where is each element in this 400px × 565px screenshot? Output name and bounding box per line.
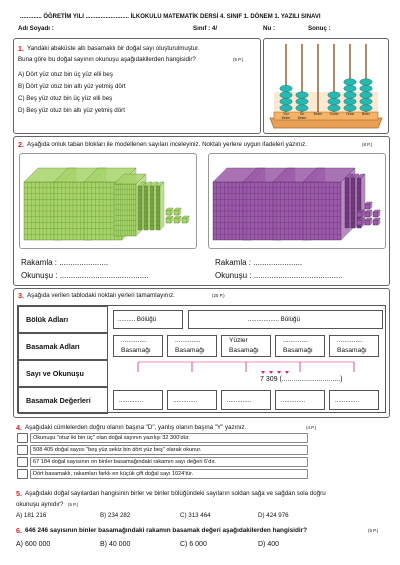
abacus-label: Binler bbox=[281, 116, 291, 120]
q5-text-1: Aşağıdaki doğal sayılardan hangisinin birler ve binler bölüğündeki sayıların soldan sağa ve sağdan sola doğru bbox=[25, 490, 326, 497]
base-ten-block bbox=[365, 210, 372, 217]
abacus-label: Birler bbox=[362, 112, 370, 116]
q4-answer-box-4[interactable] bbox=[17, 469, 28, 479]
result-label: Sonuç : bbox=[308, 25, 331, 32]
q6-option-a[interactable]: A) 600 000 bbox=[16, 541, 51, 548]
q2-right-rakamla[interactable]: Rakamla : ...................... bbox=[215, 258, 303, 267]
q4-statement-3: 67 184 doğal sayısının on binler basamağındaki rakamın sayı değeri 6'dır. bbox=[33, 458, 216, 465]
abacus-illustration bbox=[266, 40, 386, 132]
place-value-table bbox=[17, 305, 386, 413]
abacus-bead bbox=[280, 105, 292, 111]
deger-cell-5-text: .............. bbox=[335, 397, 360, 404]
q2-text: Aşağıda onluk taban blokları ile modellenen sayıları inceleyiniz. Noktalı yerlere uygun ifadeleri yazınız. bbox=[27, 141, 307, 148]
basamak-cell-2-top: .............. bbox=[175, 337, 201, 344]
purple-base-ten-blocks bbox=[209, 154, 385, 248]
abacus-bead bbox=[280, 98, 292, 104]
q6-text: 646 246 sayısının binler basamağındaki rakamın basamak değeri aşağıdakilerden hangisidir? bbox=[25, 527, 308, 534]
q4-number: 4. bbox=[16, 423, 22, 432]
deger-cell-2-text: .............. bbox=[173, 397, 198, 404]
q1-text-1: Yandaki abaküste altı basamaklı bir doğal sayı oluşturulmuştur. bbox=[27, 45, 200, 52]
q4-answer-box-2[interactable] bbox=[17, 445, 28, 455]
basamak-cell-1-bottom: Basamağı bbox=[121, 347, 151, 354]
base-ten-block bbox=[373, 210, 380, 217]
q4-answer-box-3[interactable] bbox=[17, 457, 28, 467]
q4-answer-box-1[interactable] bbox=[17, 433, 28, 443]
q3-text: Aşağıda verilen tablodaki noktalı yerleri tamamlayınız. bbox=[27, 292, 175, 299]
deger-cell-3-text: .............. bbox=[227, 397, 252, 404]
row-label-deger: Basamak Değerleri bbox=[26, 396, 91, 405]
abacus-bead bbox=[360, 92, 372, 98]
arrow-head bbox=[285, 371, 289, 374]
base-ten-block bbox=[373, 218, 380, 225]
q1-option-a[interactable]: A) Dört yüz otuz bin üç yüz elli beş bbox=[18, 71, 113, 78]
basamak-cell-3-top: Yüzler bbox=[229, 337, 248, 344]
q1-number: 1. bbox=[18, 44, 24, 53]
q2-right-okunusu[interactable]: Okunuşu : ........................................ bbox=[215, 271, 343, 280]
base-ten-block bbox=[365, 202, 372, 209]
abacus-bead bbox=[344, 79, 356, 85]
abacus-label: Binler bbox=[313, 112, 323, 116]
abacus-bead bbox=[360, 79, 372, 85]
base-ten-block bbox=[174, 216, 181, 223]
base-ten-block bbox=[365, 218, 372, 225]
q3-points: (20 P.) bbox=[212, 293, 225, 298]
q2-left-okunusu[interactable]: Okunuşu : ........................................ bbox=[21, 271, 149, 280]
basamak-cell-1-top: .............. bbox=[121, 337, 147, 344]
q4-statement-4: Dört basamaklı, rakamları farklı en küçük çift doğal sayı 1024'tür. bbox=[33, 470, 194, 477]
class-label: Sınıf : 4/ bbox=[193, 25, 218, 32]
q5-option-a[interactable]: A) 181 216 bbox=[16, 512, 47, 519]
q4-statement-1: Okunuşu "otuz iki bin üç" olan doğal sayının yazılışı 32 300'dür. bbox=[33, 434, 190, 441]
abacus-bead bbox=[344, 85, 356, 91]
base-ten-block bbox=[182, 216, 189, 223]
basamak-cell-3-bottom: Basamağı bbox=[229, 347, 259, 354]
abacus-label: Yüz bbox=[283, 112, 289, 116]
name-label: Adı Soyadı : bbox=[18, 25, 54, 32]
q2-points: (8 P.) bbox=[362, 142, 373, 147]
q1-option-d[interactable]: D) Beş yüz otuz bin altı yüz yetmiş dört bbox=[18, 107, 125, 114]
abacus-bead bbox=[360, 98, 372, 104]
base-ten-block bbox=[156, 182, 164, 230]
base-ten-block bbox=[166, 208, 173, 215]
base-ten-block bbox=[357, 218, 364, 225]
q4-points: (4 P.) bbox=[306, 425, 317, 430]
abacus-bead bbox=[360, 85, 372, 91]
q1-option-b[interactable]: B) Dört yüz otuz bin altı yüz yetmiş dört bbox=[18, 83, 126, 90]
sayi-okunusu[interactable]: 7 309 (..............................) bbox=[260, 376, 343, 383]
row-label-boluk: Bölük Adları bbox=[26, 315, 69, 324]
q6-option-c[interactable]: C) 6 000 bbox=[180, 541, 207, 548]
abacus-bead bbox=[296, 105, 308, 111]
arrow-head bbox=[261, 371, 265, 374]
abacus-bead bbox=[344, 92, 356, 98]
abacus-bead bbox=[296, 98, 308, 104]
q5-option-d[interactable]: D) 424 976 bbox=[258, 512, 289, 519]
abacus-bead bbox=[328, 92, 340, 98]
base-ten-block bbox=[174, 208, 181, 215]
q6-option-d[interactable]: D) 400 bbox=[258, 541, 280, 548]
abacus-bead bbox=[280, 92, 292, 98]
arrow-head bbox=[269, 371, 273, 374]
q6-number: 6. bbox=[16, 526, 22, 535]
q4-statement-2: 508 405 doğal sayısı "beş yüz sekiz bin dört yüz beş" olarak okunur. bbox=[33, 446, 202, 453]
abacus-bead bbox=[280, 85, 292, 91]
q1-text-2: Buna göre bu doğal sayının okunuşu aşağıdakilerden hangisidir? bbox=[18, 56, 196, 63]
deger-cell-4-text: .............. bbox=[281, 397, 306, 404]
basamak-cell-5-top: .............. bbox=[337, 337, 363, 344]
arrow-connectors bbox=[113, 360, 383, 380]
deger-cell-1-text: .............. bbox=[119, 397, 144, 404]
q1-option-c[interactable]: C) Beş yüz otuz bin üç yüz elli beş bbox=[18, 95, 113, 102]
q1-points: (5 P.) bbox=[233, 57, 244, 62]
q5-text-2: okunuşu aynıdır? bbox=[16, 501, 64, 508]
basamak-cell-4-top: .............. bbox=[283, 337, 309, 344]
abacus-bead bbox=[328, 98, 340, 104]
abacus-label: Binler bbox=[297, 116, 307, 120]
row-label-basamak: Basamak Adları bbox=[26, 342, 80, 351]
boluk-cell-2-text: .................. Bölüğü bbox=[248, 316, 300, 323]
q2-left-rakamla[interactable]: Rakamla : ...................... bbox=[21, 258, 109, 267]
boluk-cell-1-text: .......... Bölüğü bbox=[118, 316, 157, 323]
q5-number: 5. bbox=[16, 489, 22, 498]
abacus-bead bbox=[328, 105, 340, 111]
arrow-head bbox=[277, 371, 281, 374]
basamak-cell-4-bottom: Basamağı bbox=[283, 347, 313, 354]
abacus-label: On bbox=[299, 112, 305, 116]
abacus-bead bbox=[344, 105, 356, 111]
abacus-bead bbox=[344, 98, 356, 104]
no-label: Nu : bbox=[263, 25, 276, 32]
basamak-cell-5-bottom: Basamağı bbox=[337, 347, 367, 354]
q6-option-b[interactable]: B) 40 000 bbox=[100, 541, 131, 548]
q4-text: Aşağıdaki cümlelerden doğru olanın başına "D", yanlış olanın başına "Y" yazınız. bbox=[25, 424, 247, 431]
row-label-sayi: Sayı ve Okunuşu bbox=[26, 369, 84, 378]
abacus-bead bbox=[360, 105, 372, 111]
abacus-label: Yüzler bbox=[329, 112, 339, 116]
green-base-ten-blocks bbox=[20, 154, 196, 248]
base-ten-block bbox=[166, 216, 173, 223]
q5-option-b[interactable]: B) 234 282 bbox=[100, 512, 131, 519]
abacus-bead bbox=[296, 92, 308, 98]
exam-title: ............. ÖĞRETİM YILI .......................... İLKOKULU MATEMATİK DERSİ 4. SINIF 1. DÖNEM 1. YAZILI SINAVI bbox=[20, 14, 321, 20]
base-ten-block bbox=[357, 210, 364, 217]
q3-number: 3. bbox=[18, 291, 24, 300]
abacus-label: Onlar bbox=[345, 112, 355, 116]
basamak-cell-2-bottom: Basamağı bbox=[175, 347, 205, 354]
q6-points: (5 P.) bbox=[368, 528, 379, 533]
q5-points: (5 P.) bbox=[68, 502, 79, 507]
q2-number: 2. bbox=[18, 140, 24, 149]
q5-option-c[interactable]: C) 313 464 bbox=[180, 512, 211, 519]
